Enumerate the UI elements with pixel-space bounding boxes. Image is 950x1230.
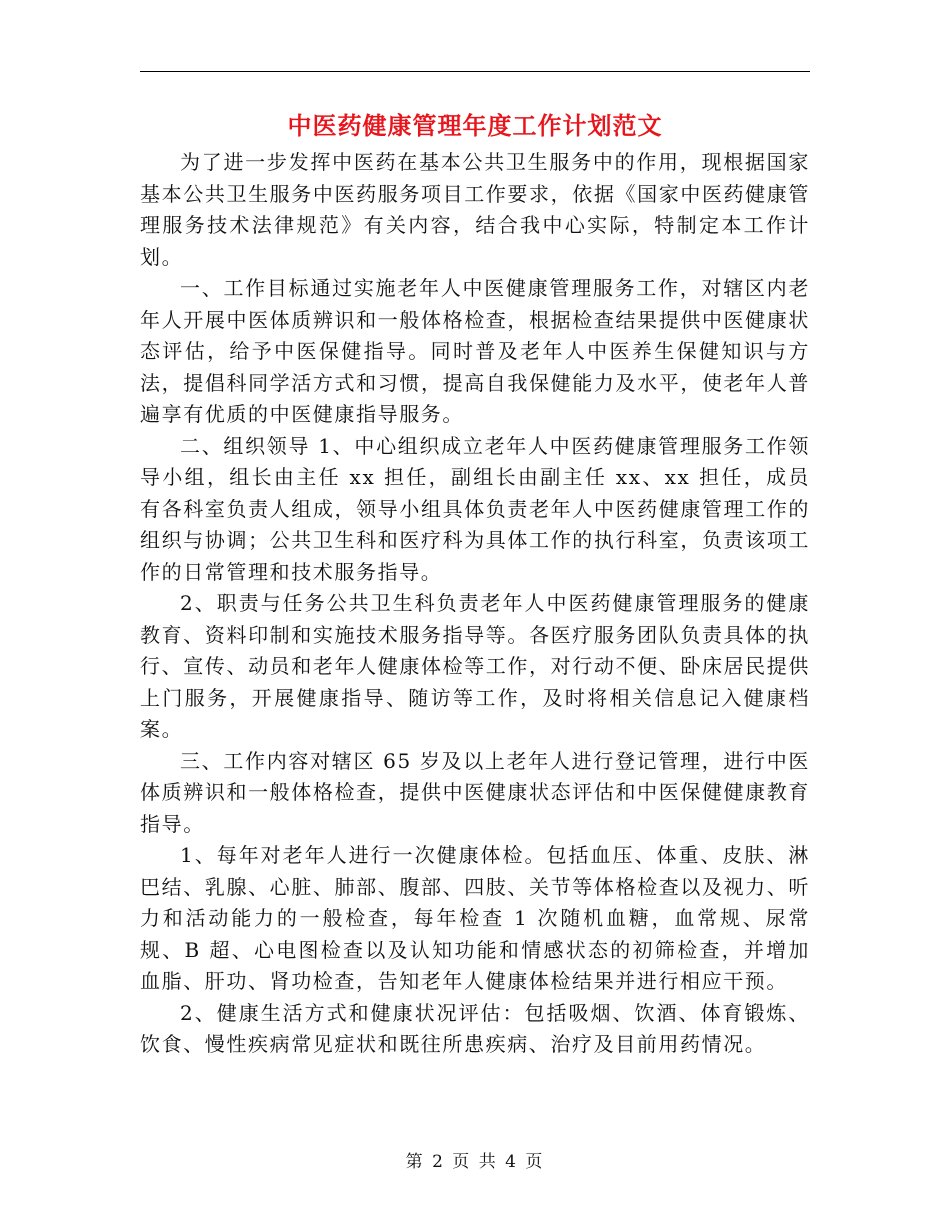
paragraph-organization: 二、组织领导 1、中心组织成立老年人中医药健康管理服务工作领导小组，组长由主任 xx 担任，副组长由副主任 xx、xx 担任，成员有各科室负责人组成，领导小组具体负责老年人中医药健康管理工作的组织与协调；公共卫生科和医疗科为具体工作的执行科室，负责该项工作的日常管理和技术服务指导。 bbox=[140, 433, 810, 584]
document-body bbox=[140, 147, 810, 1061]
paragraph-work-content: 三、工作内容对辖区 65 岁及以上老年人进行登记管理，进行中医体质辨识和一般体格检查，提供中医健康状态评估和中医保健健康教育指导。 bbox=[140, 748, 810, 836]
page-number-footer: 第 2 页 共 4 页 bbox=[405, 1152, 545, 1172]
paragraph-work-goals: 一、工作目标通过实施老年人中医健康管理服务工作，对辖区内老年人开展中医体质辨识和一般体格检查，根据检查结果提供中医健康状态评估，给予中医保健指导。同时普及老年人中医养生保健知识与方法，提倡科同学活方式和习惯，提高自我保健能力及水平，使老年人普遍享有优质的中医健康指导服务。 bbox=[140, 276, 810, 426]
header-rule bbox=[140, 71, 810, 72]
paragraph-health-checkup: 1、每年对老年人进行一次健康体检。包括血压、体重、皮肤、淋巴结、乳腺、心脏、肺部、腹部、四肢、关节等体格检查以及视力、听力和活动能力的一般检查，每年检查 1 次随机血糖，血常规、尿常规、B 超、心电图检查以及认知功能和情感状态的初筛检查，并增加血脂、肝功、肾功检查，告知老年人健康体检结果并进行相应干预。 bbox=[140, 843, 810, 993]
document-title: 中医药健康管理年度工作计划范文 bbox=[287, 112, 663, 140]
paragraph-intro: 为了进一步发挥中医药在基本公共卫生服务中的作用，现根据国家基本公共卫生服务中医药服务项目工作要求，依据《国家中医药健康管理服务技术法律规范》有关内容，结合我中心实际，特制定本工作计划。 bbox=[140, 150, 810, 269]
paragraph-duties: 2、职责与任务公共卫生科负责老年人中医药健康管理服务的健康教育、资料印制和实施技术服务指导等。各医疗服务团队负责具体的执行、宣传、动员和老年人健康体检等工作，对行动不便、卧床居民提供上门服务，开展健康指导、随访等工作，及时将相关信息记入健康档案。 bbox=[140, 591, 810, 741]
paragraph-lifestyle-assessment: 2、健康生活方式和健康状况评估：包括吸烟、饮酒、体育锻炼、饮食、慢性疾病常见症状和既往所患疾病、治疗及目前用药情况。 bbox=[140, 1000, 810, 1056]
